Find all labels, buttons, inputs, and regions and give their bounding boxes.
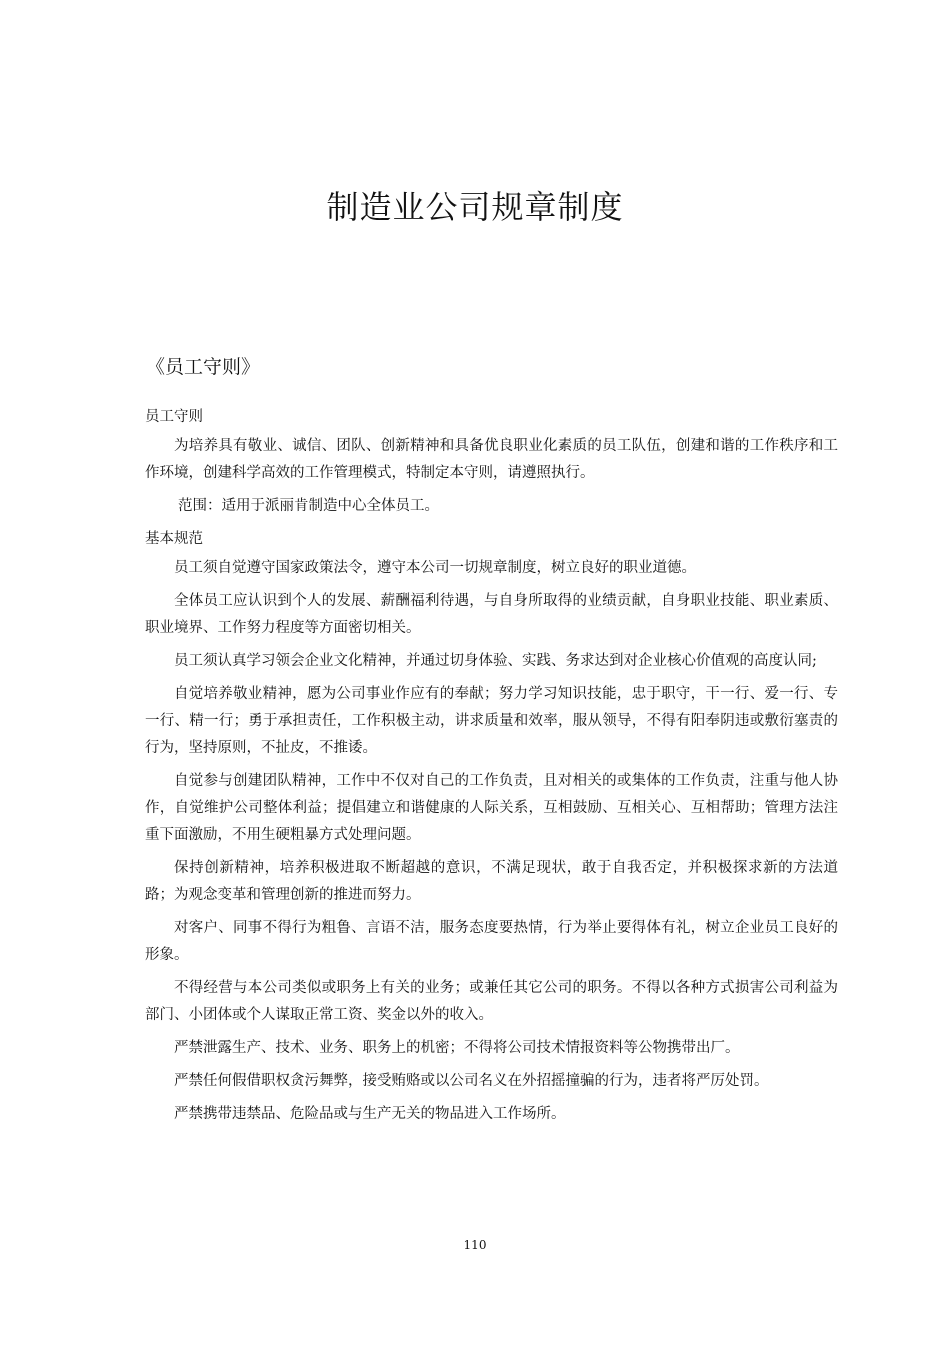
body-paragraph: 严禁任何假借职权贪污舞弊，接受贿赂或以公司名义在外招摇撞骗的行为，违者将严厉处罚。 xyxy=(174,1073,769,1089)
section-heading: 《员工守则》 xyxy=(146,356,261,378)
body-paragraph: 自觉培养敬业精神，愿为公司事业作应有的奉献；努力学习知识技能，忠于职守，干一行、爱一行、专一行、精一行；勇于承担责任，工作积极主动，讲求质量和效率，服从领导，不得有阳奉阴违或敷衍塞责的行为，坚持原则，不扯皮，不推诿。 xyxy=(145,686,838,756)
subsection-heading: 基本规范 xyxy=(145,531,203,547)
subsection-heading: 员工守则 xyxy=(145,409,203,425)
body-paragraph: 为培养具有敬业、诚信、团队、创新精神和具备优良职业化素质的员工队伍，创建和谐的工作秩序和工作环境，创建科学高效的工作管理模式，特制定本守则，请遵照执行。 xyxy=(145,438,838,481)
body-paragraph: 严禁携带违禁品、危险品或与生产无关的物品进入工作场所。 xyxy=(174,1106,566,1122)
document-body xyxy=(145,404,838,1134)
body-paragraph: 保持创新精神，培养积极进取不断超越的意识，不满足现状，敢于自我否定，并积极探求新的方法道路；为观念变革和管理创新的推进而努力。 xyxy=(145,860,838,903)
body-paragraph: 员工须认真学习领会企业文化精神，并通过切身体验、实践、务求达到对企业核心价值观的高度认同; xyxy=(174,653,817,669)
page-number: 110 xyxy=(463,1238,487,1252)
document-title: 制造业公司规章制度 xyxy=(326,188,624,226)
body-paragraph: 严禁泄露生产、技术、业务、职务上的机密；不得将公司技术情报资料等公物携带出厂。 xyxy=(174,1040,740,1056)
body-paragraph: 自觉参与创建团队精神，工作中不仅对自己的工作负责，且对相关的或集体的工作负责，注重与他人协作，自觉维护公司整体利益；提倡建立和谐健康的人际关系，互相鼓励、互相关心、互相帮助；管理方法注重下面激励，不用生硬粗暴方式处理问题。 xyxy=(145,773,838,843)
body-paragraph: 全体员工应认识到个人的发展、薪酬福利待遇，与自身所取得的业绩贡献，自身职业技能、职业素质、职业境界、工作努力程度等方面密切相关。 xyxy=(145,593,838,636)
body-paragraph: 不得经营与本公司类似或职务上有关的业务；或兼任其它公司的职务。不得以各种方式损害公司利益为部门、小团体或个人谋取正常工资、奖金以外的收入。 xyxy=(145,980,838,1023)
body-paragraph: 员工须自觉遵守国家政策法令，遵守本公司一切规章制度，树立良好的职业道德。 xyxy=(174,560,696,576)
body-paragraph: 对客户、同事不得行为粗鲁、言语不洁，服务态度要热情，行为举止要得体有礼，树立企业员工良好的形象。 xyxy=(145,920,838,963)
body-paragraph: 范围：适用于派丽肯制造中心全体员工。 xyxy=(178,498,439,514)
